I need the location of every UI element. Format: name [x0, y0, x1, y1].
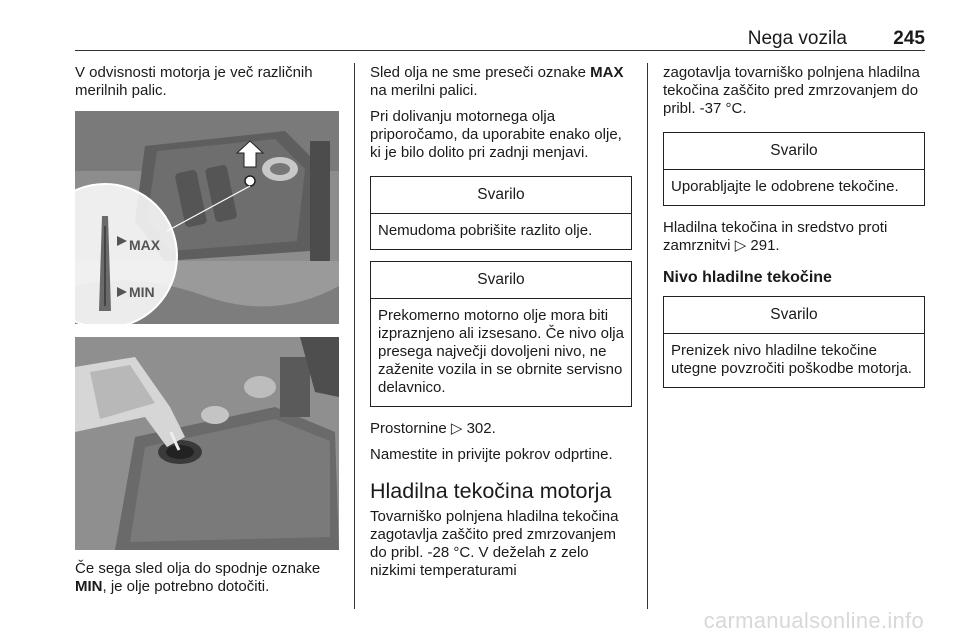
- column-1: [75, 64, 343, 100]
- engine-dipstick-illustration: [75, 111, 339, 324]
- antifreeze-text: Hladilna tekočina in sredstvo proti zamrznitvi: [663, 219, 888, 254]
- same-oil-paragraph: Pri dolivanju motornega olja priporočamo, da uporabite enako olje, ki je bilo dolito pri zadnji menjavi.: [370, 108, 622, 161]
- antifreeze-paragraph: [663, 219, 925, 255]
- watermark: carmanualsonline.info: [703, 608, 924, 633]
- page-header: [75, 28, 925, 50]
- capacity-page-ref[interactable]: 302.: [466, 420, 496, 437]
- warning-box-3: [663, 132, 925, 206]
- column-divider-1: [354, 63, 355, 609]
- cap-close-paragraph: Namestite in privijte pokrov odprtine.: [370, 446, 613, 463]
- min-bold-word: MIN: [75, 578, 103, 595]
- warning-text: Nemudoma pobrišite razlito olje.: [378, 222, 593, 239]
- coolant-heading: Hladilna tekočina motorja: [370, 479, 612, 503]
- warning-box-4: [663, 296, 925, 388]
- coolant-continued-paragraph: zagotavlja tovarniško polnjena hladilna tekočina zaščito pred zmrzovanjem do pribl. -37 °C.: [663, 64, 920, 117]
- max-mark-label: MAX: [129, 237, 161, 253]
- page-reference-arrow-icon: ▷: [734, 237, 747, 254]
- column-3: [663, 64, 925, 388]
- coolant-level-heading: Nivo hladilne tekočine: [663, 269, 832, 286]
- warning-title: Svarilo: [371, 262, 631, 299]
- max-paragraph: [370, 64, 632, 100]
- after-images-text: [75, 560, 343, 596]
- page-reference-arrow-icon: ▷: [450, 420, 463, 437]
- warning-title: Svarilo: [371, 177, 631, 214]
- capacity-paragraph: [370, 420, 632, 438]
- header-rule: [75, 50, 925, 51]
- max-text-end: na merilni palici.: [370, 82, 478, 99]
- page-number: 245: [893, 28, 925, 49]
- column-divider-2: [647, 63, 648, 609]
- intro-paragraph: V odvisnosti motorja je več različnih merilnih palic.: [75, 64, 313, 99]
- min-refill-text-start: Če sega sled olja do spodnje oznake: [75, 560, 321, 577]
- min-mark-label: MIN: [129, 284, 155, 300]
- warning-text: Uporabljajte le odobrene tekočine.: [671, 178, 899, 195]
- oil-filling-photo: [75, 337, 339, 550]
- max-bold-word: MAX: [590, 64, 624, 81]
- antifreeze-page-ref[interactable]: 291.: [750, 237, 780, 254]
- min-refill-paragraph: [75, 560, 343, 596]
- capacity-text: Prostornine: [370, 420, 451, 437]
- warning-text: Prenizek nivo hladilne tekočine utegne povzročiti poškodbe motorja.: [671, 342, 912, 377]
- warning-box-2: [370, 261, 632, 407]
- warning-title: Svarilo: [664, 297, 924, 334]
- oil-refill-illustration: [75, 337, 339, 550]
- max-text-start: Sled olja ne sme preseči oznake: [370, 64, 591, 81]
- min-refill-text-end: , je olje potrebno dotočiti.: [102, 578, 270, 595]
- column-2: [370, 64, 632, 580]
- warning-title: Svarilo: [664, 133, 924, 170]
- warning-box-1: [370, 176, 632, 250]
- coolant-paragraph: Tovarniško polnjena hladilna tekočina zagotavlja zaščito pred zmrzovanjem do pribl. -28 °C. V deželah z zelo nizkimi temperaturami: [370, 508, 619, 579]
- warning-text: Prekomerno motorno olje mora biti izpraznjeno ali izsesano. Če nivo olja presega največji dovoljeni nivo, ne zaženite vozila in se obrnite servisno delavnico.: [378, 307, 624, 396]
- dipstick-photo: [75, 111, 339, 324]
- section-title: Nega vozila: [747, 28, 847, 49]
